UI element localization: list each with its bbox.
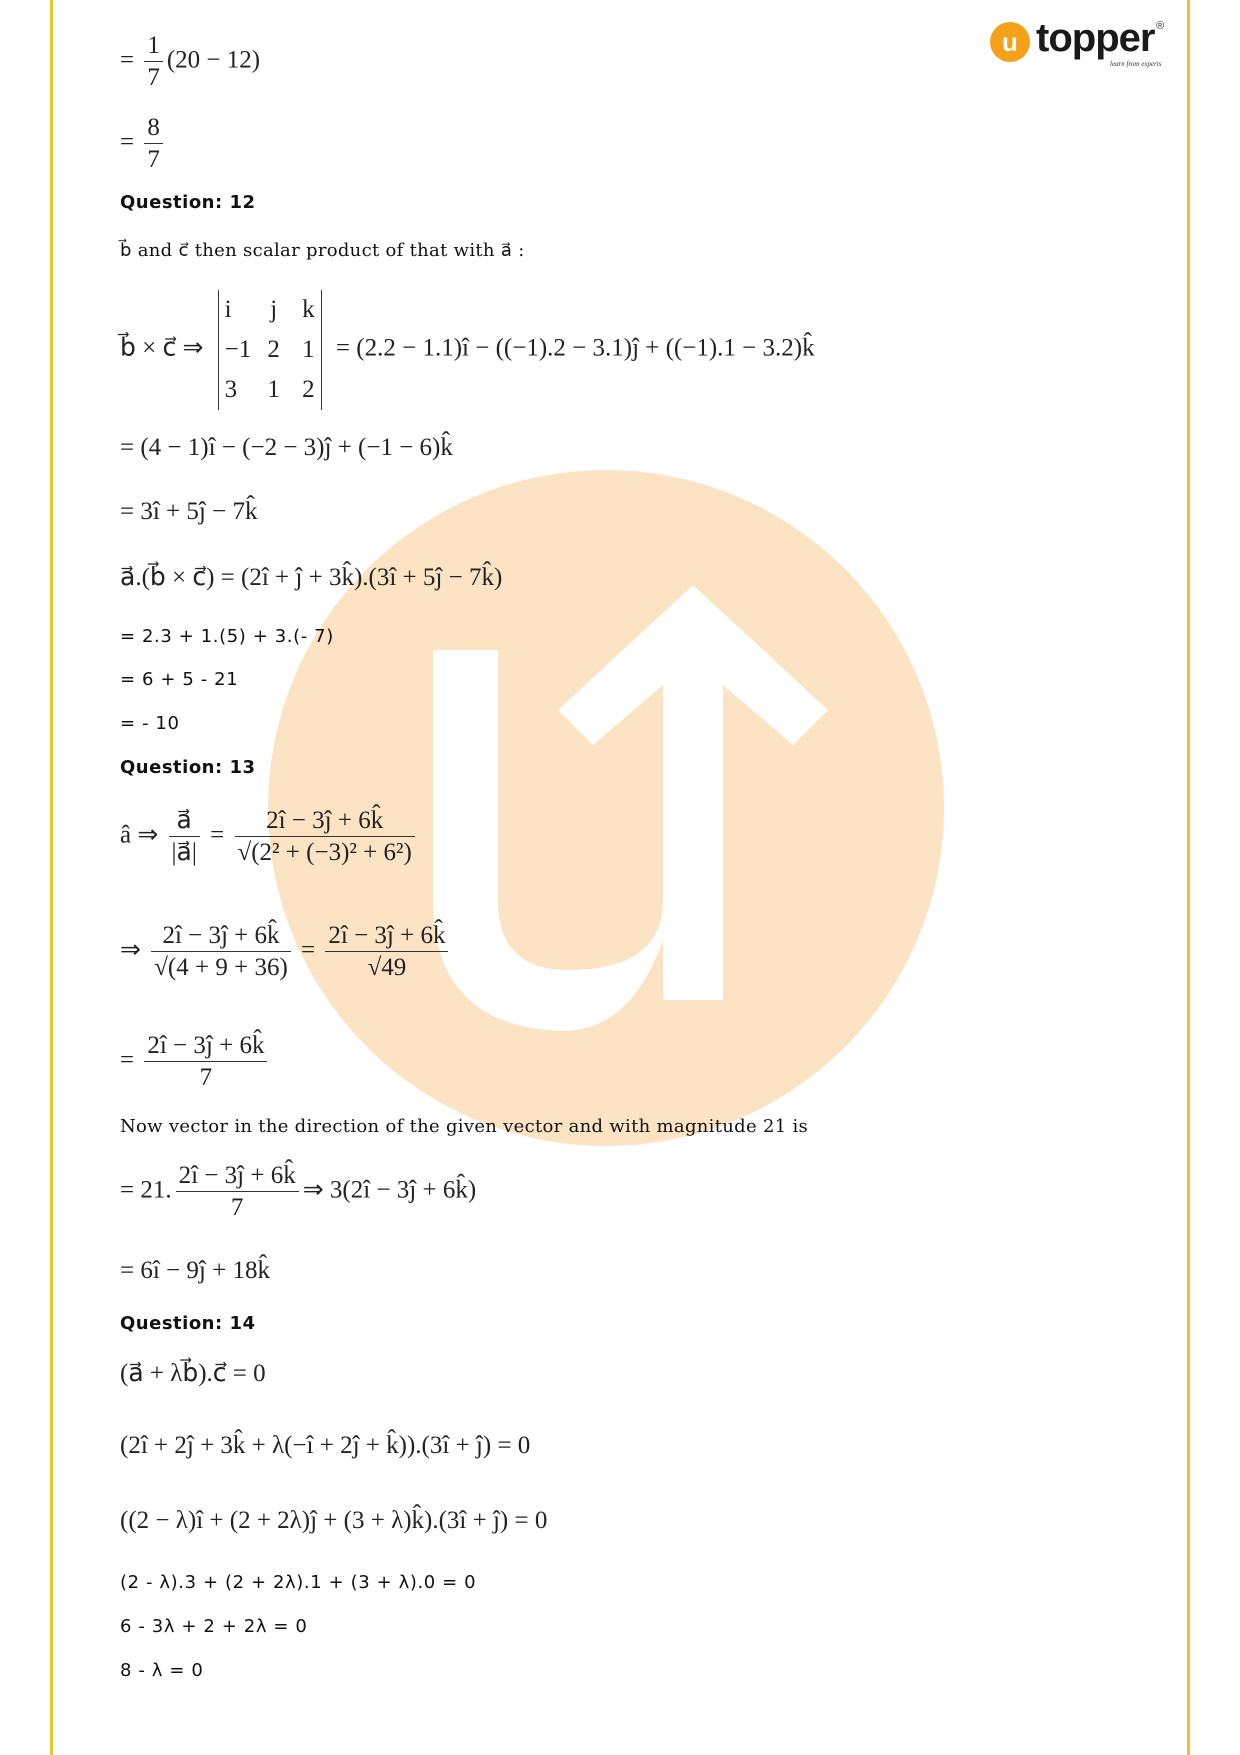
fraction	[169, 805, 200, 869]
determinant-expansion: = (2.2 − 1.1)î − ((−1).2 − 3.1)ĵ + ((−1).1 − 3.2)k̂	[335, 334, 815, 362]
question-12-statement: b⃗ and c⃗ then scalar product of that with a⃗ :	[120, 240, 525, 261]
implies-sign: ⇒	[120, 936, 141, 964]
question-13-heading: Question: 13	[120, 757, 256, 778]
logo-mark: u	[990, 22, 1030, 62]
numerator: a⃗	[176, 807, 192, 834]
right-border	[1187, 0, 1190, 1755]
det-cell: 2	[302, 376, 315, 403]
det-cell: j	[270, 296, 278, 323]
logo-tagline: learn from experts	[1110, 60, 1162, 68]
determinant	[218, 290, 322, 410]
det-cell: 3	[224, 376, 238, 403]
line-fraction-2	[120, 112, 167, 176]
denominator: 7	[176, 1191, 299, 1223]
equals-sign: =	[120, 128, 135, 156]
left-border	[50, 0, 53, 1755]
numerator: 2î − 3ĵ + 6k̂	[266, 807, 384, 834]
calc-line: = - 10	[120, 713, 180, 734]
numerator: 2î − 3ĵ + 6k̂	[147, 1032, 265, 1059]
equals-sign: =	[120, 1046, 135, 1074]
numerator: 8	[147, 114, 160, 141]
denominator: √(4 + 9 + 36)	[151, 951, 291, 983]
line-fraction-1	[120, 30, 260, 94]
cross-product-determinant	[120, 290, 815, 410]
fraction	[325, 920, 448, 984]
calc-line: 8 - λ = 0	[120, 1660, 204, 1681]
unit-vector-result	[120, 1030, 271, 1094]
determinant-row	[225, 290, 315, 330]
topper-logo	[990, 16, 1170, 70]
equals-sign: =	[210, 821, 225, 849]
numerator: 2î − 3ĵ + 6k̂	[178, 1162, 296, 1189]
equals-sign: =	[301, 936, 316, 964]
math-line: (2î + 2ĵ + 3k̂ + λ(−î + 2ĵ + k̂)).(3î + ĵ) = 0	[120, 1432, 531, 1459]
denominator: √49	[325, 951, 448, 983]
numerator: 1	[147, 32, 160, 59]
calc-line: 6 - 3λ + 2 + 2λ = 0	[120, 1616, 308, 1637]
det-cell: 1	[302, 336, 315, 363]
denominator: 7	[144, 143, 163, 175]
direction-statement: Now vector in the direction of the given vector and with magnitude 21 is	[120, 1116, 809, 1137]
math-line: a⃗.(b⃗ × c⃗) = (2î + ĵ + 3k̂).(3î + 5ĵ − 7k̂)	[120, 564, 503, 591]
logo-wordmark: topper	[1036, 16, 1155, 60]
registered-mark: ®	[1156, 20, 1165, 32]
denominator: √(2² + (−3)² + 6²)	[235, 836, 415, 868]
calc-line: = 2.3 + 1.(5) + 3.(- 7)	[120, 626, 334, 647]
determinant-row	[225, 330, 315, 370]
math-line: = (4 − 1)î − (−2 − 3)ĵ + (−1 − 6)k̂	[120, 434, 453, 461]
scalar-factor: = 21.	[120, 1176, 172, 1204]
fraction	[144, 30, 163, 94]
denominator: 7	[144, 1061, 267, 1093]
equals-sign: =	[120, 46, 135, 74]
det-cell: −1	[224, 336, 252, 363]
det-cell: k	[302, 296, 315, 323]
numerator: 2î − 3ĵ + 6k̂	[328, 922, 446, 949]
det-cell: 1	[267, 376, 280, 403]
math-line: (a⃗ + λb⃗).c⃗ = 0	[120, 1360, 266, 1387]
determinant-row	[225, 370, 315, 410]
unit-vector-line	[120, 805, 419, 869]
math-line: = 6î − 9ĵ + 18k̂	[120, 1257, 270, 1284]
magnitude-vector-line	[120, 1160, 476, 1224]
denominator: 7	[144, 61, 163, 93]
unit-vector-lhs: â ⇒	[120, 821, 159, 849]
fraction	[144, 112, 163, 176]
calc-line: = 6 + 5 - 21	[120, 669, 239, 690]
det-cell: 2	[267, 336, 280, 363]
question-14-heading: Question: 14	[120, 1313, 256, 1334]
fraction	[144, 1030, 267, 1094]
fraction	[235, 805, 415, 869]
expression: (20 − 12)	[166, 46, 261, 74]
fraction	[176, 1160, 299, 1224]
numerator: 2î − 3ĵ + 6k̂	[162, 922, 280, 949]
expression: ⇒ 3(2î − 3ĵ + 6k̂)	[302, 1176, 477, 1204]
calc-line: (2 - λ).3 + (2 + 2λ).1 + (3 + λ).0 = 0	[120, 1572, 477, 1593]
cross-product-lhs: b⃗ × c⃗ ⇒	[120, 334, 204, 362]
fraction	[151, 920, 291, 984]
unit-vector-simplify	[120, 920, 452, 984]
denominator: |a⃗|	[169, 836, 200, 868]
det-cell: i	[224, 296, 232, 323]
math-line: = 3î + 5ĵ − 7k̂	[120, 498, 258, 525]
math-line: ((2 − λ)î + (2 + 2λ)ĵ + (3 + λ)k̂).(3î + ĵ) = 0	[120, 1507, 548, 1534]
question-12-heading: Question: 12	[120, 192, 256, 213]
